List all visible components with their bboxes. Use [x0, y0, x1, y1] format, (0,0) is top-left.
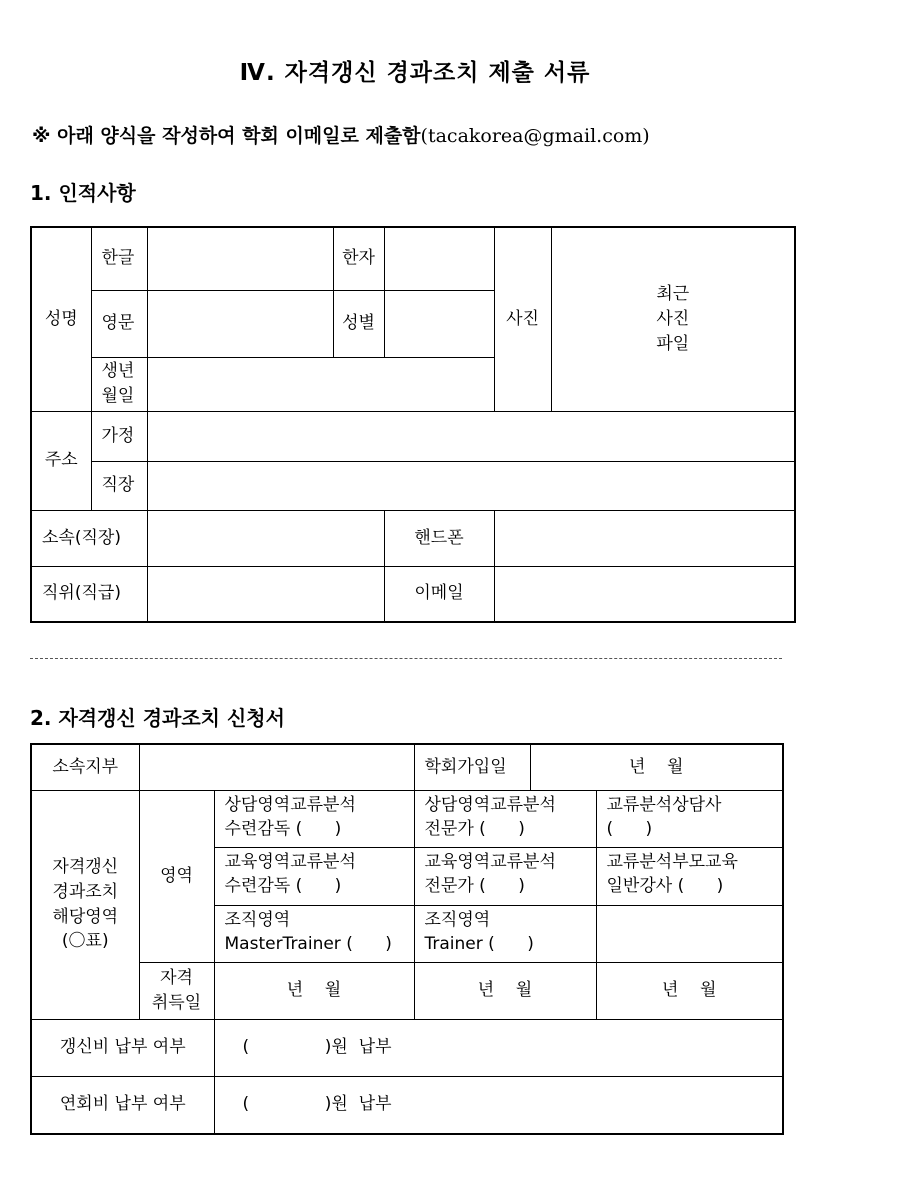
branch-label: 소속지부: [31, 744, 139, 790]
gender-field[interactable]: [384, 290, 494, 357]
affiliation-field[interactable]: [147, 510, 384, 566]
birthdate-label-line1: 생년: [101, 361, 135, 382]
cell-line1: 상담영역교류분석: [424, 794, 556, 815]
counseling-supervisor-cell[interactable]: [214, 790, 414, 847]
photo-box[interactable]: [551, 227, 795, 411]
annual-fee-field[interactable]: ( )원 납부: [214, 1076, 783, 1134]
cell-line1: 교류분석상담사: [606, 794, 722, 815]
cell-line2: Trainer ( ): [424, 934, 534, 955]
acquired-date-field-3[interactable]: 년 월: [596, 962, 783, 1019]
cell-line2: ( ): [606, 819, 653, 840]
cell-line1: 조직영역: [224, 909, 291, 930]
cell-line2: 수련감독 ( ): [224, 819, 342, 840]
birthdate-field[interactable]: [147, 357, 494, 411]
personal-info-table: [30, 226, 796, 623]
korean-name-label: 한글: [91, 227, 147, 290]
phone-label: 핸드폰: [384, 510, 494, 566]
renewal-fee-label: 갱신비 납부 여부: [31, 1019, 214, 1076]
area-label: 영역: [139, 790, 214, 962]
hanja-name-field[interactable]: [384, 227, 494, 290]
position-label: 직위(직급): [31, 566, 147, 622]
photo-box-line1: 최근: [656, 284, 690, 305]
education-expert-cell[interactable]: [414, 847, 596, 905]
address-group-label: 주소: [31, 411, 91, 510]
cell-line2: 수련감독 ( ): [224, 876, 342, 897]
home-address-label: 가정: [91, 411, 147, 461]
cell-line1: 교육영역교류분석: [424, 851, 556, 872]
english-name-label: 영문: [91, 290, 147, 357]
notice-email: (tacakorea@gmail.com): [420, 125, 650, 147]
cell-line1: 상담영역교류분석: [224, 794, 356, 815]
section1-heading: 1. 인적사항: [30, 181, 136, 205]
parent-education-instructor-cell[interactable]: [596, 847, 783, 905]
submission-notice: [32, 121, 650, 148]
birthdate-label-line2: 월일: [101, 386, 135, 406]
cell-line1: 조직영역: [424, 909, 491, 930]
korean-name-field[interactable]: [147, 227, 333, 290]
acquired-date-field-2[interactable]: 년 월: [414, 962, 596, 1019]
acquired-date-line1: 자격: [160, 967, 193, 988]
cell-line1: 교육영역교류분석: [224, 851, 356, 872]
organization-master-trainer-cell[interactable]: [214, 905, 414, 962]
document-title: Ⅳ. 자격갱신 경과조치 제출 서류: [239, 60, 591, 86]
qualification-group-line3: 해당영역: [52, 906, 119, 927]
phone-field[interactable]: [494, 510, 795, 566]
qualification-group-line2: 경과조치: [52, 881, 119, 902]
photo-box-line2: 사진: [656, 308, 690, 329]
home-address-field[interactable]: [147, 411, 795, 461]
english-name-field[interactable]: [147, 290, 333, 357]
affiliation-label: 소속(직장): [31, 510, 147, 566]
education-supervisor-cell[interactable]: [214, 847, 414, 905]
acquired-date-field-1[interactable]: 년 월: [214, 962, 414, 1019]
section2-heading: 2. 자격갱신 경과조치 신청서: [30, 706, 285, 730]
cell-line2: 전문가 ( ): [424, 876, 525, 897]
renewal-fee-field[interactable]: ( )원 납부: [214, 1019, 783, 1076]
organization-trainer-cell[interactable]: [414, 905, 596, 962]
renewal-application-table: [30, 743, 784, 1135]
cell-line2: 전문가 ( ): [424, 819, 525, 840]
photo-label: 사진: [494, 227, 551, 411]
counseling-expert-cell[interactable]: [414, 790, 596, 847]
email-field[interactable]: [494, 566, 795, 622]
work-address-field[interactable]: [147, 461, 795, 510]
cell-line1: 교류분석부모교육: [606, 851, 738, 872]
qualification-group-label: [31, 790, 139, 1019]
empty-area-cell[interactable]: [596, 905, 783, 962]
branch-field[interactable]: [139, 744, 414, 790]
ta-counselor-cell[interactable]: [596, 790, 783, 847]
name-group-label: 성명: [31, 227, 91, 411]
position-field[interactable]: [147, 566, 384, 622]
cell-line2: MasterTrainer ( ): [224, 934, 392, 955]
gender-label: 성별: [333, 290, 384, 357]
qualification-group-line1: 자격갱신: [52, 857, 119, 878]
acquired-date-line2: 취득일: [151, 992, 202, 1013]
work-address-label: 직장: [91, 461, 147, 510]
birthdate-label: [91, 357, 147, 411]
hanja-name-label: 한자: [333, 227, 384, 290]
photo-box-line3: 파일: [656, 333, 690, 354]
join-date-field[interactable]: 년 월: [530, 744, 783, 790]
email-label: 이메일: [384, 566, 494, 622]
acquired-date-label: [139, 962, 214, 1019]
qualification-group-line4: (〇표): [61, 931, 109, 952]
section-divider: [30, 658, 782, 659]
cell-line2: 일반강사 ( ): [606, 876, 724, 897]
notice-text: ※ 아래 양식을 작성하여 학회 이메일로 제출함: [32, 125, 421, 147]
annual-fee-label: 연회비 납부 여부: [31, 1076, 214, 1134]
join-date-label: 학회가입일: [414, 744, 530, 790]
